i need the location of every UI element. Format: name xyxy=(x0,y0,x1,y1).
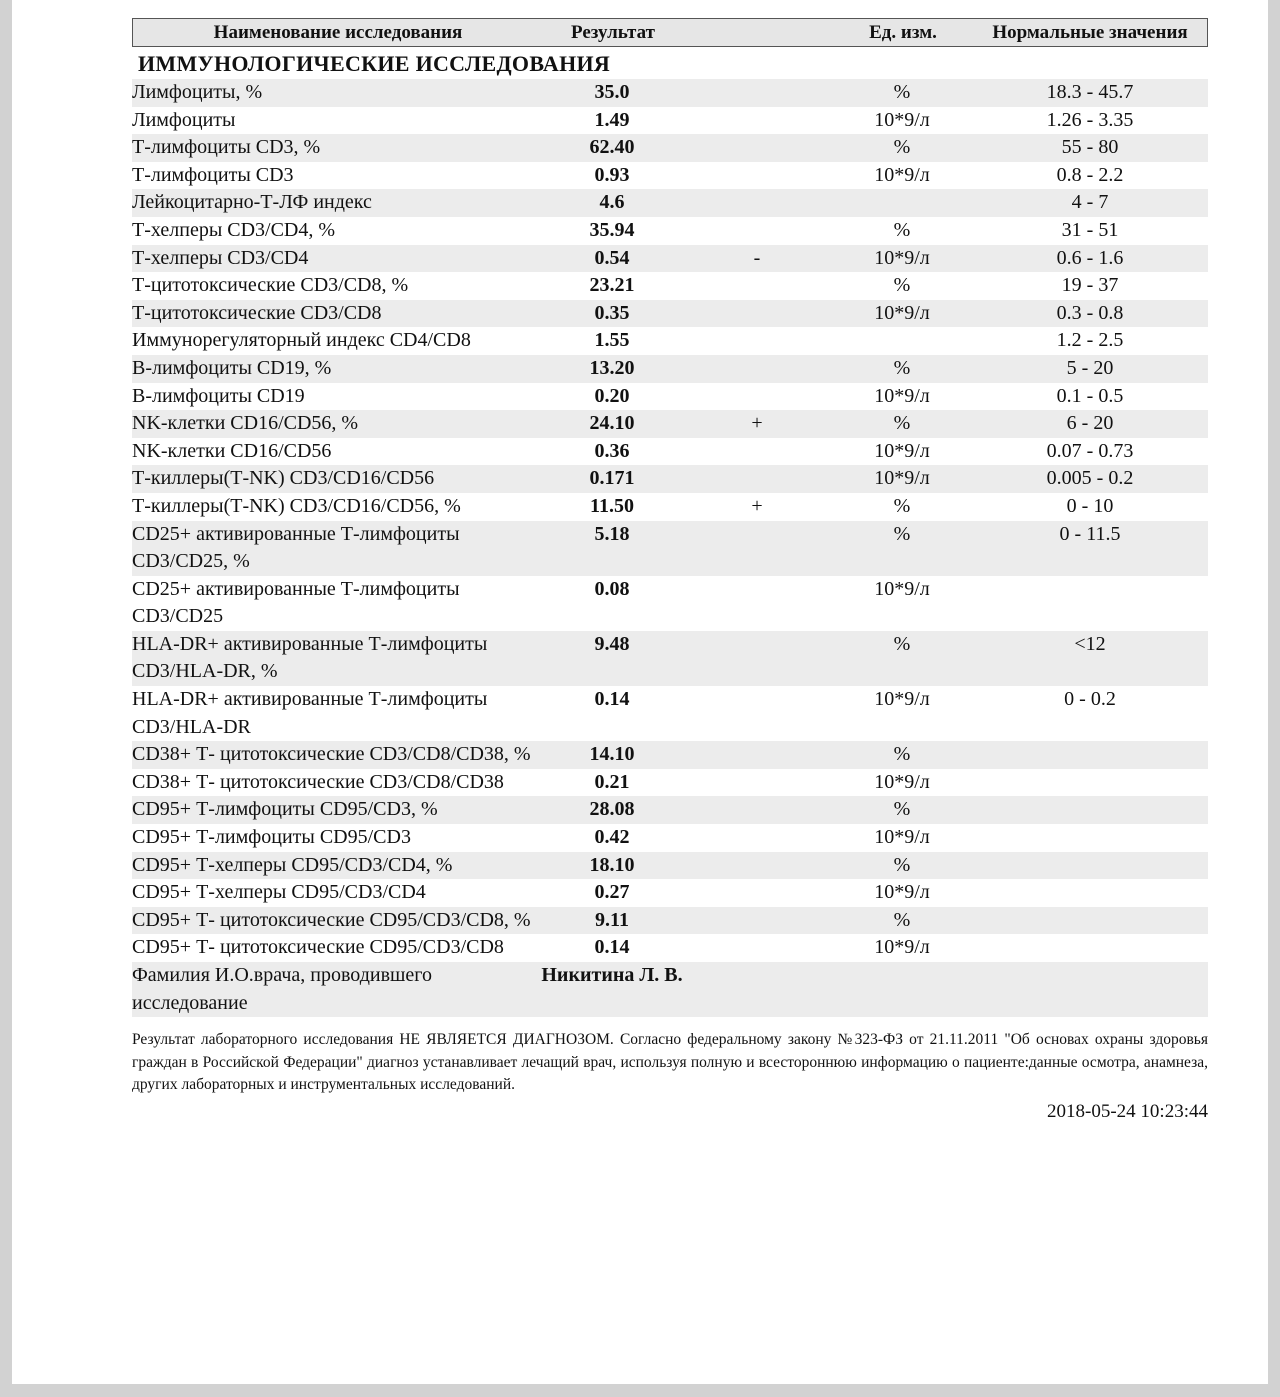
test-norm: 1.2 - 2.5 xyxy=(1056,329,1124,352)
test-flag xyxy=(682,521,832,576)
test-result: 0.14 xyxy=(594,936,630,959)
test-name: CD25+ активированные Т-лимфоциты CD3/CD25 xyxy=(132,577,460,628)
test-unit: 10*9/л xyxy=(874,577,930,600)
test-result: 0.35 xyxy=(594,301,630,324)
table-row xyxy=(132,576,1208,631)
test-unit: 10*9/л xyxy=(874,467,930,490)
test-norm: 0.005 - 0.2 xyxy=(1046,467,1134,490)
test-result: 28.08 xyxy=(589,798,635,821)
test-result: 35.0 xyxy=(594,81,630,103)
table-row xyxy=(132,245,1208,273)
test-unit: 10*9/л xyxy=(874,770,930,793)
test-name: Иммунорегуляторный индекс CD4/CD8 xyxy=(132,329,471,352)
table-row xyxy=(132,107,1208,135)
table-row xyxy=(132,217,1208,245)
doctor-name: Никитина Л. В. xyxy=(541,964,683,986)
test-name: Т-цитотоксические CD3/CD8 xyxy=(132,301,382,324)
test-flag: + xyxy=(751,412,763,435)
test-unit: 10*9/л xyxy=(874,936,930,959)
test-flag xyxy=(682,134,832,162)
test-name: Лимфоциты, % xyxy=(132,81,263,103)
test-norm: 1.26 - 3.35 xyxy=(1046,108,1134,131)
test-flag xyxy=(682,879,832,907)
test-flag xyxy=(682,327,832,355)
report-page xyxy=(12,0,1268,1384)
test-unit: % xyxy=(893,412,911,435)
test-name: CD95+ Т-лимфоциты CD95/CD3, % xyxy=(132,798,438,821)
test-result: 0.20 xyxy=(594,384,630,407)
header-result: Результат xyxy=(571,21,655,43)
test-norm: 5 - 20 xyxy=(1066,356,1114,379)
test-result: 18.10 xyxy=(589,853,635,876)
test-name: CD95+ Т-хелперы CD95/CD3/CD4 xyxy=(132,881,426,904)
test-name: Т-лимфоциты CD3 xyxy=(132,163,294,186)
test-norm xyxy=(972,769,1208,797)
test-flag xyxy=(682,272,832,300)
table-row xyxy=(132,493,1208,521)
test-norm xyxy=(972,852,1208,880)
table-row xyxy=(132,410,1208,438)
test-flag: + xyxy=(751,494,763,517)
test-name: CD95+ Т-лимфоциты CD95/CD3 xyxy=(132,826,411,849)
table-row xyxy=(132,769,1208,797)
test-result: 9.48 xyxy=(594,632,630,655)
test-norm: 0.3 - 0.8 xyxy=(1056,301,1124,324)
results-table xyxy=(132,79,1208,962)
test-flag xyxy=(682,438,832,466)
doctor-label: Фамилия И.О.врача, проводившего исследование xyxy=(132,964,432,1014)
test-norm: 0.8 - 2.2 xyxy=(1056,163,1124,186)
test-flag xyxy=(682,852,832,880)
test-name: Т-киллеры(Т-NK) CD3/CD16/CD56 xyxy=(132,467,435,490)
test-unit: % xyxy=(893,274,911,297)
test-name: Т-хелперы CD3/CD4 xyxy=(132,246,309,269)
test-unit: % xyxy=(893,136,911,159)
test-unit: % xyxy=(893,632,911,655)
test-flag xyxy=(682,217,832,245)
table-row xyxy=(132,327,1208,355)
test-result: 24.10 xyxy=(589,412,635,435)
test-unit: 10*9/л xyxy=(874,163,930,186)
test-name: CD95+ Т- цитотоксические CD95/CD3/CD8, % xyxy=(132,908,531,931)
test-name: HLA-DR+ активированные Т-лимфоциты CD3/HLA-DR xyxy=(132,688,488,738)
test-result: 4.6 xyxy=(599,191,625,214)
test-unit xyxy=(832,189,972,217)
test-name: Т-лимфоциты CD3, % xyxy=(132,136,321,159)
test-unit: 10*9/л xyxy=(874,108,930,131)
test-flag xyxy=(682,769,832,797)
timestamp: 2018-05-24 10:23:44 xyxy=(1047,1100,1208,1122)
test-norm xyxy=(972,907,1208,935)
header-name: Наименование исследования xyxy=(213,21,463,43)
test-result: 14.10 xyxy=(589,743,635,766)
test-result: 0.171 xyxy=(589,467,635,490)
test-norm xyxy=(972,796,1208,824)
test-flag xyxy=(682,383,832,411)
table-row xyxy=(132,272,1208,300)
test-norm xyxy=(972,879,1208,907)
test-norm: 0.07 - 0.73 xyxy=(1046,439,1134,462)
test-flag: - xyxy=(753,246,761,269)
test-unit: % xyxy=(893,356,911,379)
test-norm: 0 - 11.5 xyxy=(1059,522,1121,545)
test-result: 35.94 xyxy=(589,218,635,241)
test-unit: 10*9/л xyxy=(874,301,930,324)
disclaimer-text: Результат лабораторного исследования НЕ ЯВЛЯЕТСЯ ДИАГНОЗОМ. Согласно федеральному закону №323-ФЗ от 21.11.2011 "Об основах охраны здоровья граждан в Российской Федерации" диагноз устанавливает лечащий врач, используя полную и всестороннюю информацию о пациенте:данные осмотра, анамнеза, других лабораторных и инструментальных исследований. xyxy=(132,1031,1208,1094)
test-name: Т-киллеры(Т-NK) CD3/CD16/CD56, % xyxy=(132,494,461,517)
test-result: 0.08 xyxy=(594,577,630,600)
test-norm: <12 xyxy=(1074,632,1106,655)
test-name: CD95+ Т-хелперы CD95/CD3/CD4, % xyxy=(132,853,453,876)
test-name: CD38+ Т- цитотоксические CD3/CD8/CD38 xyxy=(132,770,504,793)
test-result: 62.40 xyxy=(589,136,635,159)
test-flag xyxy=(682,465,832,493)
table-row xyxy=(132,631,1208,686)
header-unit: Ед. изм. xyxy=(869,21,937,43)
test-flag xyxy=(682,907,832,935)
test-unit: % xyxy=(893,743,911,766)
table-row xyxy=(132,355,1208,383)
test-flag xyxy=(682,300,832,328)
test-norm: 55 - 80 xyxy=(1061,136,1119,159)
table-row xyxy=(132,162,1208,190)
table-row xyxy=(132,134,1208,162)
test-result: 23.21 xyxy=(589,274,635,297)
table-row xyxy=(132,879,1208,907)
test-unit: 10*9/л xyxy=(874,439,930,462)
test-result: 0.42 xyxy=(594,826,630,849)
table-row xyxy=(132,300,1208,328)
test-result: 1.55 xyxy=(594,329,630,352)
test-name: Т-цитотоксические CD3/CD8, % xyxy=(132,274,409,297)
test-norm: 4 - 7 xyxy=(1071,191,1109,214)
test-norm: 19 - 37 xyxy=(1061,274,1119,297)
table-row xyxy=(132,741,1208,769)
test-name: В-лимфоциты CD19 xyxy=(132,384,305,407)
test-flag xyxy=(682,576,832,631)
test-norm xyxy=(972,741,1208,769)
test-result: 13.20 xyxy=(589,356,635,379)
test-flag xyxy=(682,934,832,962)
table-row xyxy=(132,438,1208,466)
lab-report xyxy=(132,18,1208,1123)
table-row xyxy=(132,383,1208,411)
test-result: 0.36 xyxy=(594,439,630,462)
test-name: Лимфоциты xyxy=(132,108,236,131)
test-unit xyxy=(832,327,972,355)
test-flag xyxy=(682,686,832,741)
test-unit: % xyxy=(893,853,911,876)
table-row xyxy=(132,521,1208,576)
test-name: Т-хелперы CD3/CD4, % xyxy=(132,218,336,241)
test-name: CD38+ Т- цитотоксические CD3/CD8/CD38, % xyxy=(132,743,531,766)
table-row xyxy=(132,824,1208,852)
test-unit: 10*9/л xyxy=(874,246,930,269)
test-unit: 10*9/л xyxy=(874,881,930,904)
test-norm: 0 - 10 xyxy=(1066,494,1114,517)
test-result: 9.11 xyxy=(595,908,629,931)
test-flag xyxy=(682,796,832,824)
test-unit: % xyxy=(893,81,911,103)
test-flag xyxy=(682,631,832,686)
test-norm xyxy=(972,576,1208,631)
test-result: 1.49 xyxy=(594,108,630,131)
test-flag xyxy=(682,107,832,135)
test-unit: 10*9/л xyxy=(874,826,930,849)
table-row xyxy=(132,934,1208,962)
test-norm: 0 - 0.2 xyxy=(1064,688,1116,711)
test-name: HLA-DR+ активированные Т-лимфоциты CD3/HLA-DR, % xyxy=(132,632,488,683)
table-row xyxy=(132,907,1208,935)
test-unit: 10*9/л xyxy=(874,384,930,407)
test-flag xyxy=(682,79,832,107)
test-result: 0.93 xyxy=(594,163,630,186)
test-norm: 31 - 51 xyxy=(1061,218,1119,241)
test-result: 0.54 xyxy=(594,246,630,269)
test-flag xyxy=(682,824,832,852)
test-unit: % xyxy=(893,494,911,517)
test-result: 11.50 xyxy=(590,494,634,517)
test-flag xyxy=(682,162,832,190)
table-row xyxy=(132,465,1208,493)
test-unit: % xyxy=(893,522,911,545)
test-norm xyxy=(972,824,1208,852)
test-unit: % xyxy=(893,218,911,241)
test-name: CD95+ Т- цитотоксические CD95/CD3/CD8 xyxy=(132,936,504,959)
test-norm: 0.6 - 1.6 xyxy=(1056,246,1124,269)
test-name: Лейкоцитарно-Т-ЛФ индекс xyxy=(132,191,372,214)
test-norm: 18.3 - 45.7 xyxy=(1046,81,1134,103)
test-norm xyxy=(972,934,1208,962)
table-row xyxy=(132,189,1208,217)
table-row xyxy=(132,686,1208,741)
table-row xyxy=(132,79,1208,107)
test-name: В-лимфоциты CD19, % xyxy=(132,356,332,379)
test-flag xyxy=(682,355,832,383)
test-unit: 10*9/л xyxy=(874,688,930,711)
table-header xyxy=(132,18,1208,47)
header-norm: Нормальные значения xyxy=(992,21,1188,43)
test-name: CD25+ активированные Т-лимфоциты CD3/CD25, % xyxy=(132,522,460,573)
section-title: ИММУНОЛОГИЧЕСКИЕ ИССЛЕДОВАНИЯ xyxy=(138,51,611,76)
table-row xyxy=(132,796,1208,824)
test-norm: 6 - 20 xyxy=(1066,412,1114,435)
table-row xyxy=(132,852,1208,880)
test-result: 0.21 xyxy=(594,770,630,793)
test-unit: % xyxy=(893,908,911,931)
test-name: NK-клетки CD16/CD56, % xyxy=(132,412,359,435)
test-name: NK-клетки CD16/CD56 xyxy=(132,439,332,462)
test-result: 0.27 xyxy=(594,881,630,904)
test-unit: % xyxy=(893,798,911,821)
test-result: 0.14 xyxy=(594,688,630,711)
doctor-row xyxy=(132,962,1208,1017)
test-flag xyxy=(682,189,832,217)
test-norm: 0.1 - 0.5 xyxy=(1056,384,1124,407)
test-result: 5.18 xyxy=(594,522,630,545)
test-flag xyxy=(682,741,832,769)
